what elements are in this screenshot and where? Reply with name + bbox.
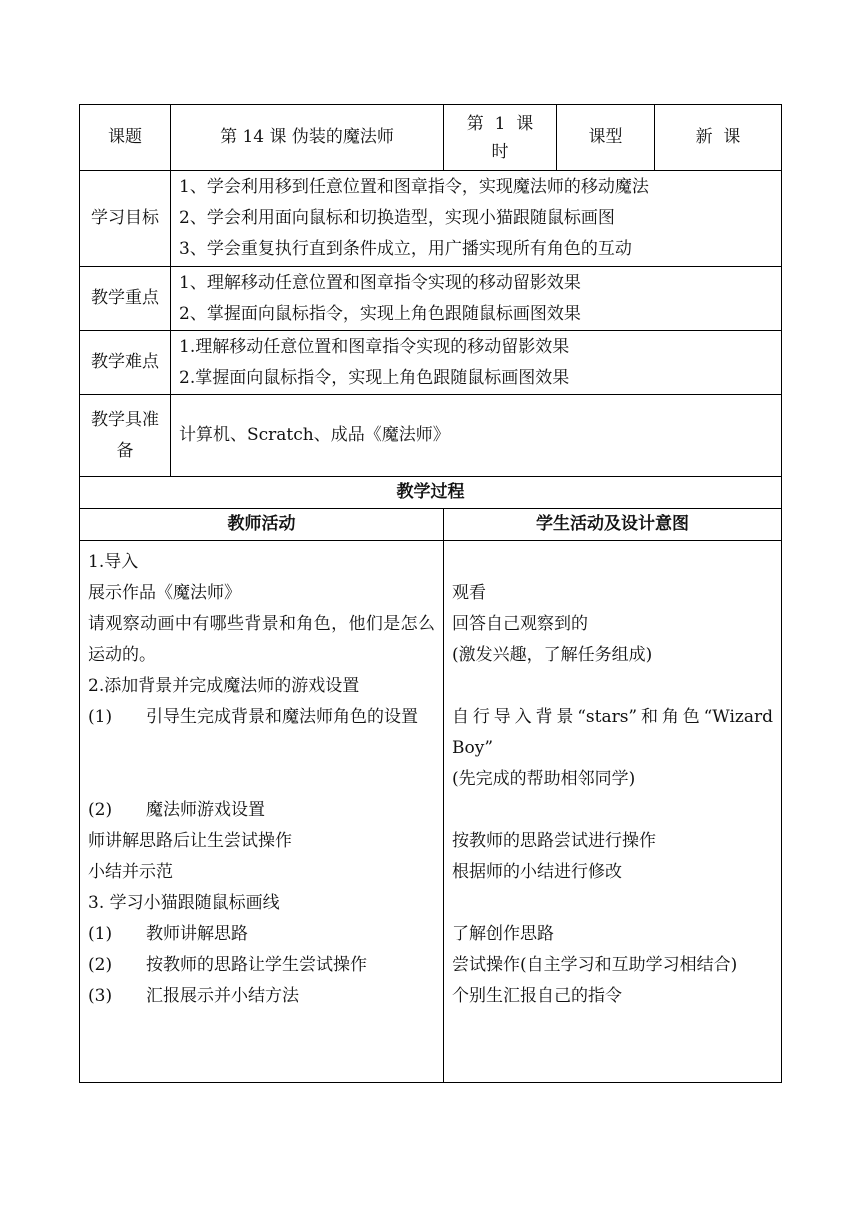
student-step: 根据师的小结进行修改 bbox=[452, 862, 622, 882]
tools-label: 教学具准备 bbox=[80, 395, 171, 477]
difficulties-label: 教学难点 bbox=[80, 331, 171, 395]
teacher-step: 师讲解思路后让生尝试操作 bbox=[88, 831, 292, 851]
step-number: (1) bbox=[88, 924, 113, 944]
process-title: 教学过程 bbox=[80, 477, 782, 509]
topic-label: 课题 bbox=[80, 105, 171, 171]
step-text: 魔法师游戏设置 bbox=[146, 800, 265, 820]
tools-value: 计算机、Scratch、成品《魔法师》 bbox=[171, 395, 782, 477]
student-step: 了解创作思路 bbox=[452, 924, 554, 944]
key-point-item: 1、理解移动任意位置和图章指令实现的移动留影效果 bbox=[179, 272, 581, 293]
teacher-substep bbox=[88, 981, 435, 1012]
step-number: (1) bbox=[88, 707, 113, 727]
step-number: (3) bbox=[88, 986, 113, 1006]
teacher-step: 1.导入 bbox=[88, 552, 139, 572]
student-step: 按教师的思路尝试进行操作 bbox=[452, 831, 656, 851]
teacher-substep bbox=[88, 795, 435, 826]
period-cell bbox=[444, 105, 557, 171]
teacher-substep bbox=[88, 702, 435, 733]
student-step: 观看 bbox=[452, 583, 486, 603]
objective-item: 3、学会重复执行直到条件成立，用广播实现所有角色的互动 bbox=[179, 239, 632, 259]
teacher-step: 2.添加背景并完成魔法师的游戏设置 bbox=[88, 676, 360, 696]
type-label: 课型 bbox=[557, 105, 655, 171]
objectives-label: 学习目标 bbox=[80, 171, 171, 267]
student-step: (激发兴趣，了解任务组成) bbox=[452, 645, 653, 665]
period-line2: 时 bbox=[491, 141, 509, 162]
type-value: 新 课 bbox=[655, 105, 782, 171]
step-text: 教师讲解思路 bbox=[146, 924, 248, 944]
difficulties-cell bbox=[171, 331, 782, 395]
student-step: 自行导入背景“stars”和角色“Wizard Boy” bbox=[452, 707, 773, 758]
step-text: 按教师的思路让学生尝试操作 bbox=[146, 955, 367, 975]
step-text: 引导生完成背景和魔法师角色的设置 bbox=[146, 707, 418, 727]
objective-item: 2、学会利用面向鼠标和切换造型，实现小猫跟随鼠标画图 bbox=[179, 208, 615, 228]
objectives-cell bbox=[171, 171, 782, 267]
difficulty-item: 1.理解移动任意位置和图章指令实现的移动留影效果 bbox=[179, 336, 570, 357]
student-step: 尝试操作(自主学习和互助学习相结合) bbox=[452, 955, 738, 975]
key-points-cell bbox=[171, 267, 782, 331]
step-text: 汇报展示并小结方法 bbox=[146, 986, 299, 1006]
teacher-step: 小结并示范 bbox=[88, 862, 173, 882]
difficulty-item: 2.掌握面向鼠标指令，实现上角色跟随鼠标画图效果 bbox=[179, 367, 570, 388]
teacher-step: 展示作品《魔法师》 bbox=[88, 583, 241, 603]
key-points-label: 教学重点 bbox=[80, 267, 171, 331]
teacher-activity-header: 教师活动 bbox=[80, 509, 444, 541]
teacher-substep bbox=[88, 950, 435, 981]
period-line1: 第 1 课 bbox=[466, 113, 534, 134]
teacher-substep bbox=[88, 919, 435, 950]
topic-value: 第 14 课 伪装的魔法师 bbox=[171, 105, 444, 171]
student-step: (先完成的帮助相邻同学) bbox=[452, 769, 636, 789]
student-step: 回答自己观察到的 bbox=[452, 614, 588, 634]
step-number: (2) bbox=[88, 955, 113, 975]
student-activity-header: 学生活动及设计意图 bbox=[444, 509, 782, 541]
step-number: (2) bbox=[88, 800, 113, 820]
student-step: 个别生汇报自己的指令 bbox=[452, 986, 622, 1006]
teacher-step: 请观察动画中有哪些背景和角色，他们是怎么运动的。 bbox=[88, 614, 435, 665]
student-activity-cell bbox=[444, 541, 782, 1083]
key-point-item: 2、掌握面向鼠标指令，实现上角色跟随鼠标画图效果 bbox=[179, 303, 581, 324]
teacher-step: 3. 学习小猫跟随鼠标画线 bbox=[88, 893, 280, 913]
teacher-activity-cell bbox=[80, 541, 444, 1083]
lesson-plan-table bbox=[79, 104, 782, 1083]
objective-item: 1、学会利用移到任意位置和图章指令，实现魔法师的移动魔法 bbox=[179, 177, 649, 197]
